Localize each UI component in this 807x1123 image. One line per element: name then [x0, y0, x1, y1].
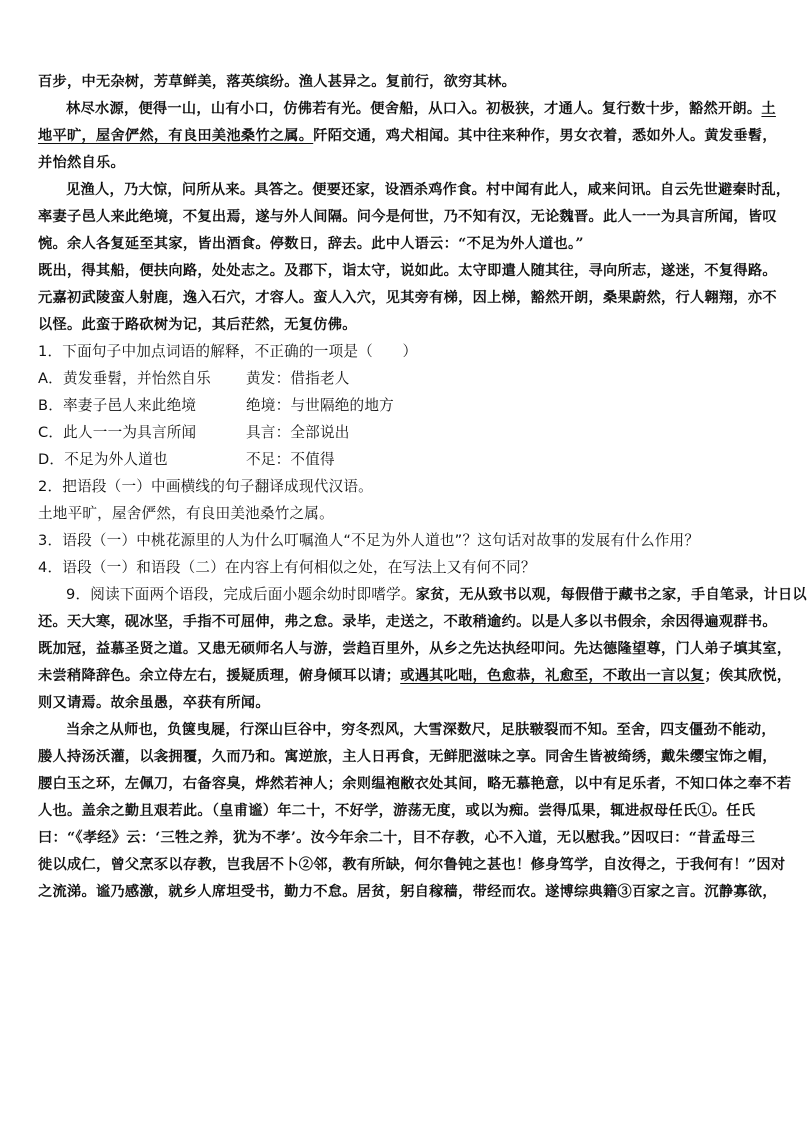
- option-a: A．黄发垂髫，并怡然自乐 黄发：借指老人: [38, 370, 350, 387]
- passage2-line: 以怪。此蛮于路砍树为记，其后茫然，无复仿佛。: [38, 317, 357, 333]
- passage1-line: 百步，中无杂树，芳草鲜美，落英缤纷。渔人甚异之。复前行，欲穷其林。: [38, 74, 517, 90]
- underlined-sentence: 或遇其叱咄，色愈恭，礼愈至，不敢出一言以复: [400, 668, 705, 684]
- question-9-line: 还。天大寒，砚冰坚，手指不可屈伸，弗之怠。录毕，走送之，不敢稍逾约。以是人多以书假余，余因得遍观群书。: [38, 614, 777, 630]
- passage1-line: 既出，得其船，便扶向路，处处志之。及郡下，诣太守，说如此。太守即遣人随其往，寻向所志，遂迷，不复得路。: [38, 263, 777, 279]
- passage1-line: 并怡然自乐。: [38, 155, 125, 171]
- question-2-stem: 2．把语段（一）中画横线的句子翻译成现代汉语。: [38, 478, 373, 495]
- question-9-line: 腰白玉之环，左佩刀，右备容臭，烨然若神人；余则缊袍敝衣处其间，略无慕艳意，以中有足乐者，不知口体之奉不若: [38, 776, 792, 792]
- question-9-line: 未尝稍降辞色。余立侍左右，援疑质理，俯身倾耳以请；或遇其叱咄，色愈恭，礼愈至，不敢出一言以复；俟其欣悦，: [38, 668, 792, 684]
- option-c: C．此人一一为具言所闻 具言：全部说出: [38, 424, 350, 441]
- question-9-line: 则又请焉。故余虽愚，卒获有所闻。: [38, 695, 270, 711]
- question-9-line: 当余之从师也，负箧曳屣，行深山巨谷中，穷冬烈风，大雪深数尺，足肤皲裂而不知。至舍，四支僵劲不能动，: [66, 722, 776, 738]
- option-b: B．率妻子邑人来此绝境 绝境：与世隔绝的地方: [38, 397, 394, 414]
- passage1-line: 见渔人，乃大惊，问所从来。具答之。便要还家，设酒杀鸡作食。村中闻有此人，咸来问讯。自云先世避秦时乱，: [66, 182, 791, 198]
- question-3-stem: 3．语段（一）中桃花源里的人为什么叮嘱渔人“不足为外人道也”？这句话对故事的发展有什么作用？: [38, 532, 700, 549]
- question-9-line: 媵人持汤沃灌，以衾拥覆，久而乃和。寓逆旅，主人日再食，无鲜肥滋味之享。同舍生皆被绮绣，戴朱缨宝饰之帽，: [38, 749, 777, 765]
- option-d: D．不足为外人道也 不足：不值得: [38, 451, 335, 468]
- question-9-line: 之流涕。谧乃感激，就乡人席坦受书，勤力不怠。居贫，躬自稼穑，带经而农。遂博综典籍③百家之言。沉静寡欲，: [38, 884, 777, 900]
- question-4-stem: 4．语段（一）和语段（二）在内容上有何相似之处，在写法上又有何不同？: [38, 559, 536, 576]
- question-9-line: 徙以成仁，曾父烹豕以存教，岂我居不卜②邻，教有所缺，何尔鲁钝之甚也！修身笃学，自汝得之，于我何有！”因对: [38, 857, 786, 873]
- question-9-line: 人也。盖余之勤且艰若此。（皇甫谧）年二十，不好学，游荡无度，或以为痴。尝得瓜果，辄进叔母任氏①。任氏: [38, 803, 756, 819]
- exam-page: [38, 72, 807, 902]
- passage1-line: 率妻子邑人来此绝境，不复出焉，遂与外人间隔。问今是何世，乃不知有汉，无论魏晋。此人一一为具言所闻，皆叹: [38, 209, 777, 225]
- underlined-sentence: 地平旷，屋舍俨然，有良田美池桑竹之属。: [38, 128, 314, 144]
- passage2-line: 元嘉初武陵蛮人射鹿，逸入石穴，才容人。蛮人入穴，见其旁有梯，因上梯，豁然开朗，桑果蔚然，行人翱翔，亦不: [38, 290, 777, 306]
- question-2-sentence: 土地平旷，屋舍俨然，有良田美池桑竹之属。: [38, 505, 334, 522]
- question-9-line: 9．阅读下面两个语段，完成后面小题余幼时即嗜学。家贫，无从致书以观，每假借于藏书之家，手自笔录，计日以: [66, 586, 807, 603]
- question-9-line: 既加冠，益慕圣贤之道。又患无硕师名人与游，尝趋百里外，从乡之先达执经叩问。先达德隆望尊，门人弟子填其室，: [38, 641, 792, 657]
- passage1-line: 惋。余人各复延至其家，皆出酒食。停数日，辞去。此中人语云：“不足为外人道也。”: [38, 236, 584, 252]
- passage1-line: 林尽水源，便得一山，山有小口，仿佛若有光。便舍船，从口入。初极狭，才通人。复行数十步，豁然开朗。土: [66, 101, 776, 117]
- question-1-stem: 1．下面句子中加点词语的解释，不正确的一项是（ ）: [38, 343, 418, 360]
- question-9-line: 曰：“《孝经》云：‘三牲之养，犹为不孝’。汝今年余二十，目不存教，心不入道，无以慰我。”因叹曰：“昔孟母三: [38, 830, 756, 846]
- passage1-line: 地平旷，屋舍俨然，有良田美池桑竹之属。阡陌交通，鸡犬相闻。其中往来种作，男女衣着，悉如外人。黄发垂髫，: [38, 128, 777, 144]
